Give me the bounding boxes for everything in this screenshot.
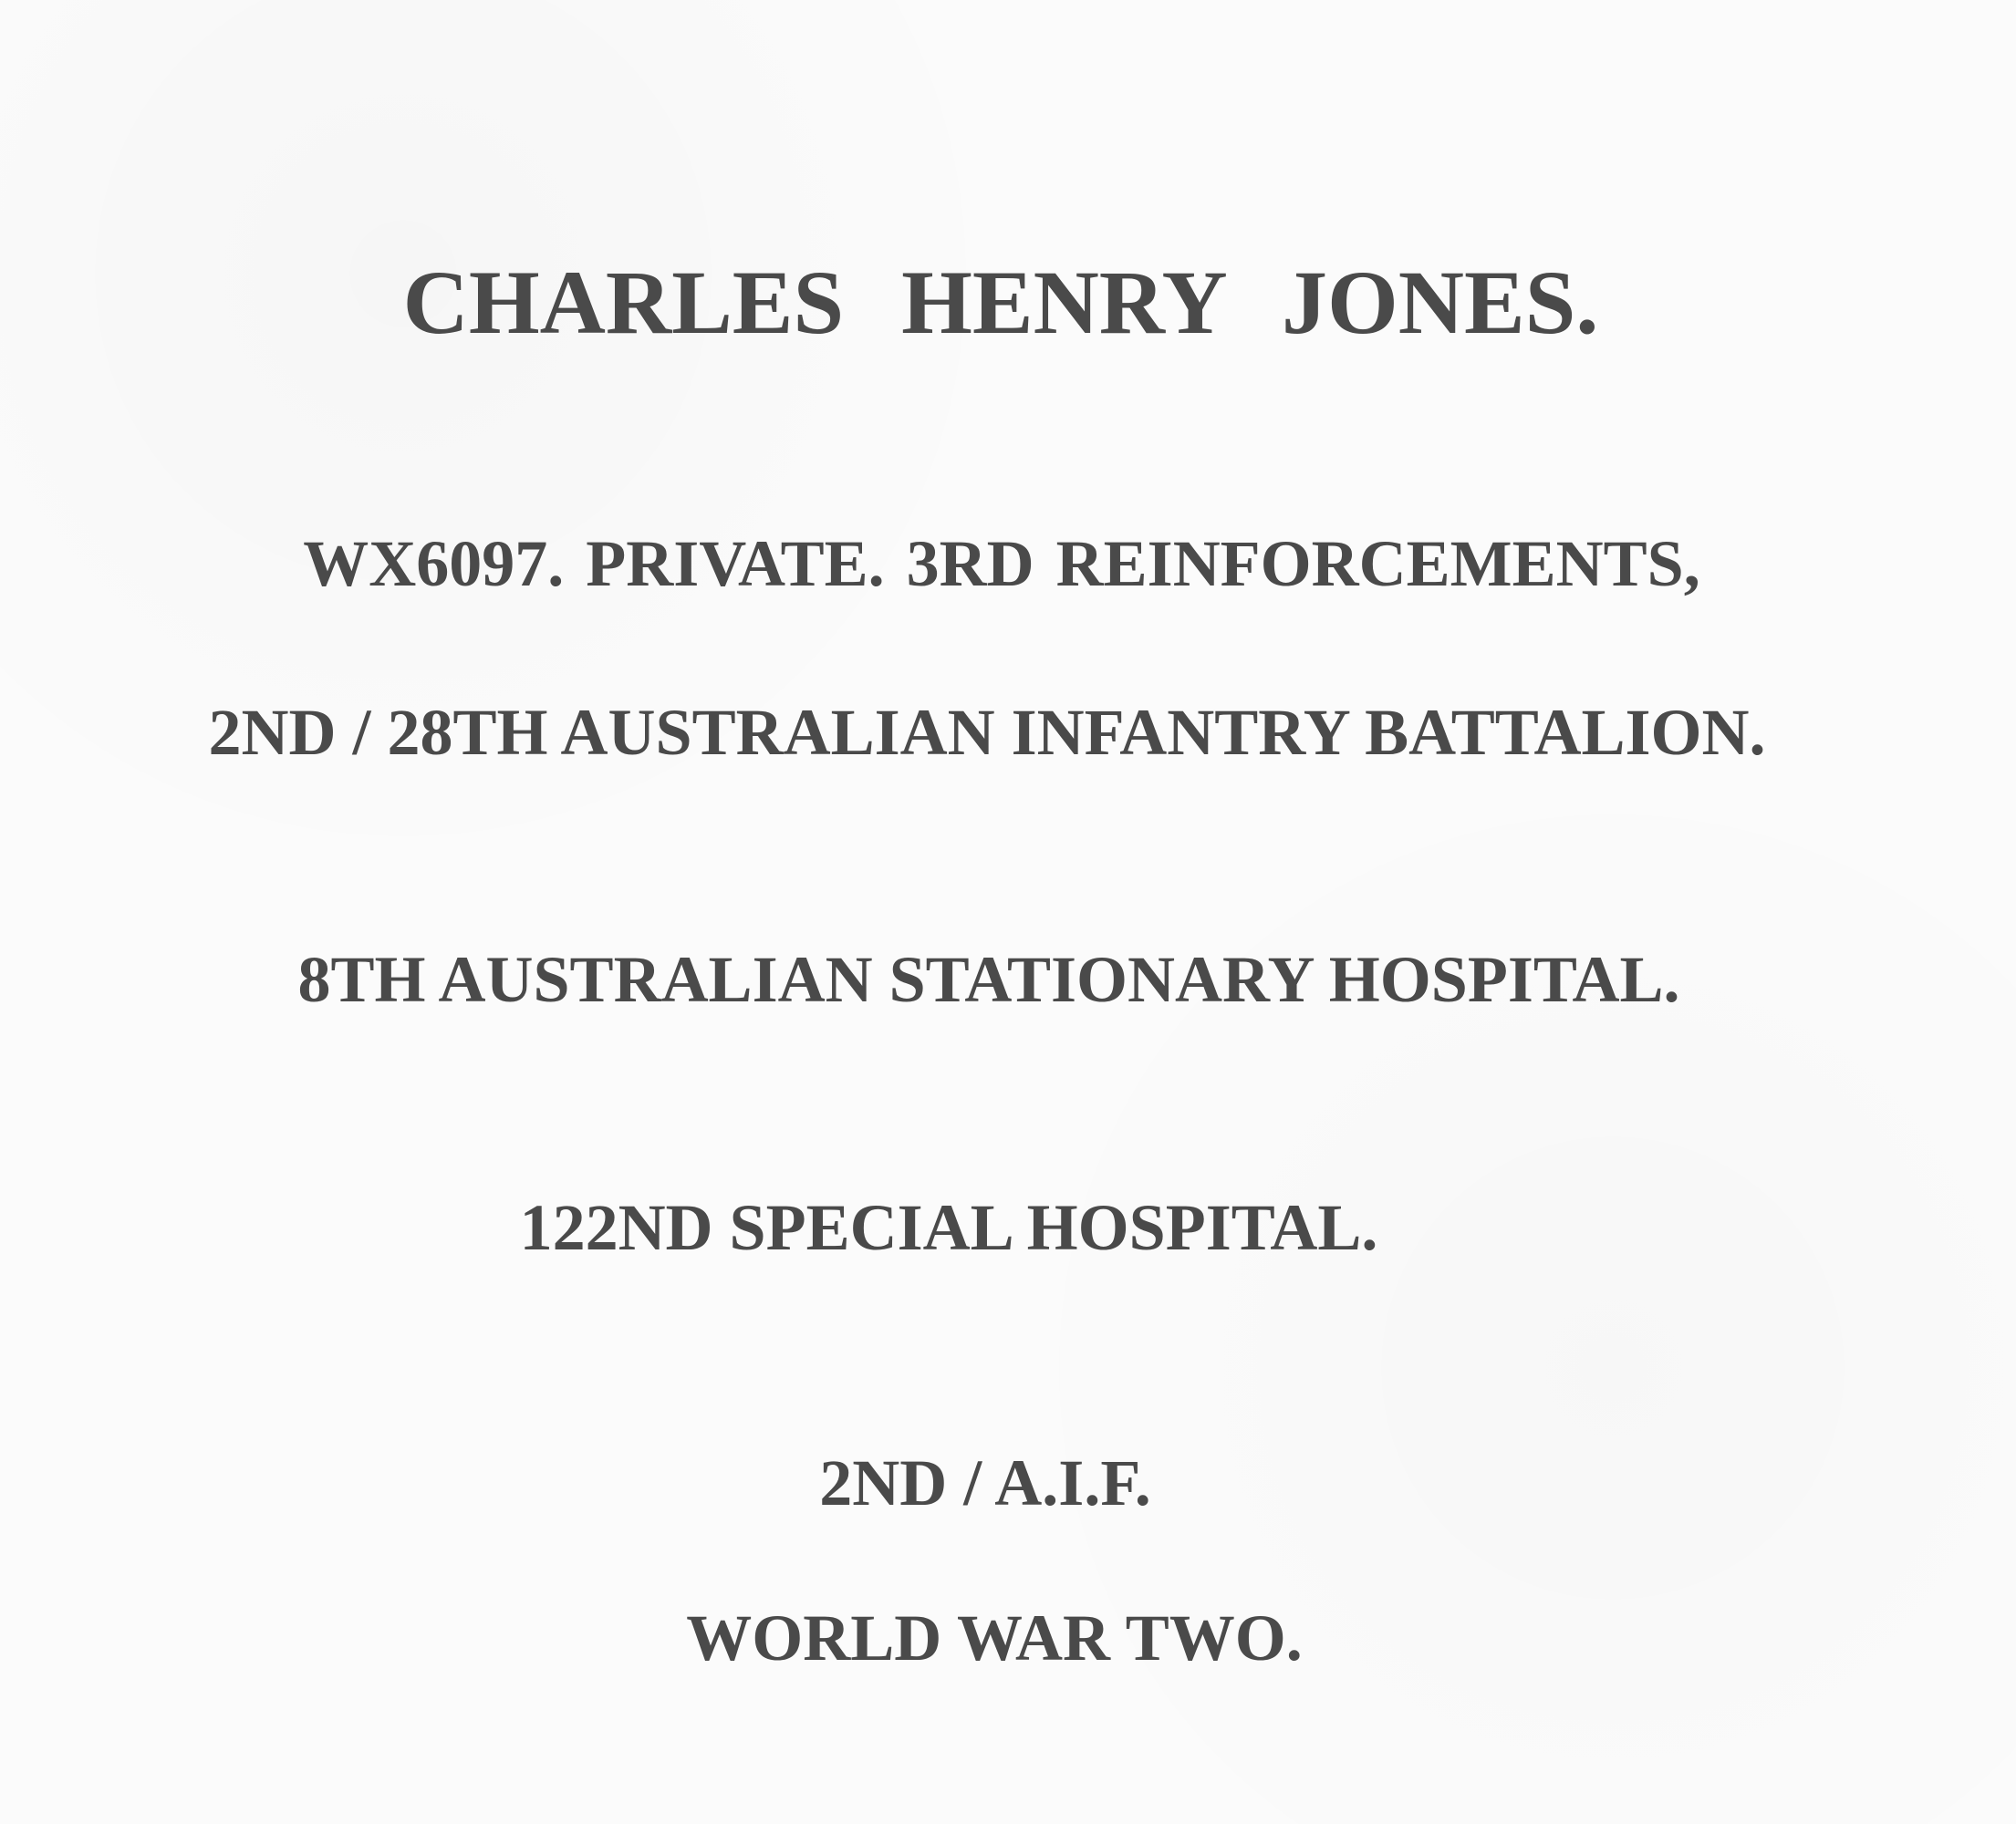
- service-line-6: WORLD WAR TWO.: [686, 1601, 1303, 1674]
- service-line-1: WX6097. PRIVATE. 3RD REINFORCEMENTS,: [303, 527, 1700, 600]
- service-line-3: 8TH AUSTRALIAN STATIONARY HOSPITAL.: [297, 943, 1680, 1016]
- service-line-5: 2ND / A.I.F.: [819, 1446, 1151, 1519]
- document-title: CHARLES HENRY JONES.: [402, 252, 1599, 353]
- service-line-2: 2ND / 28TH AUSTRALIAN INFANTRY BATTALION.: [208, 696, 1766, 769]
- service-line-4: 122ND SPECIAL HOSPITAL.: [519, 1191, 1378, 1264]
